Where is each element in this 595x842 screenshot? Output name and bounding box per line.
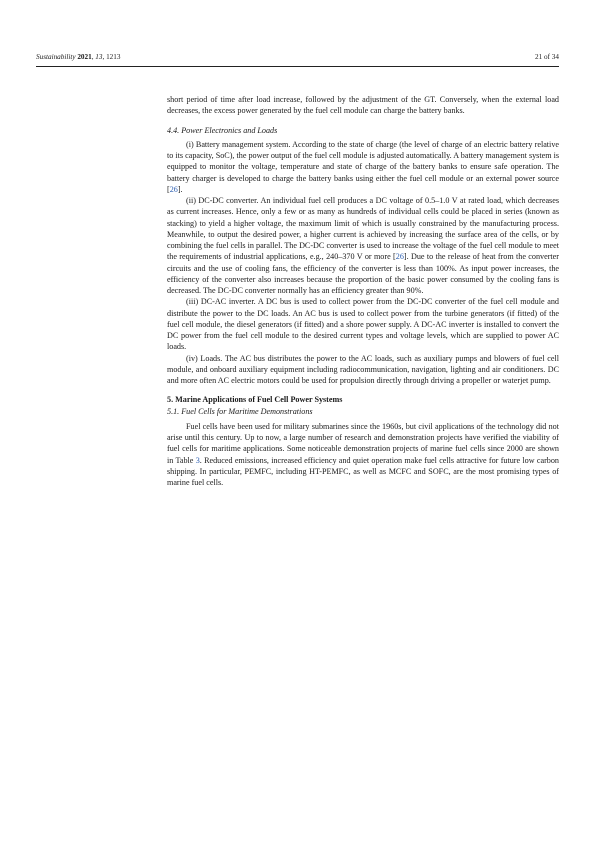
- paragraph-intro: short period of time after load increase, followed by the adjustment of the GT. Conversely, when the external load decreases, the excess power generated by the fuel cell module can charge the battery banks.: [167, 95, 559, 116]
- page-number: 21 of 34: [535, 53, 559, 61]
- paragraph-dc-dc-text: (ii) DC-DC converter. An individual fuel cell produces a DC voltage of 0.5–1.0 V at rated load, which decreases as current increases. Hence, only a few or as many as hundreds of individual cells could be placed in series (known as stacking) to yield a higher voltage, the maximum limit of which is usually constrained by the manufacturing process. Meanwhile, to output the desired power, a higher current is achieved by increasing the surface area of the cells, or by combining the fuel cells in parallel. The DC-DC converter is used to increase the voltage of the fuel cell module to meet the requirements of industrial applications, e.g., 240–370 V or more [: [167, 196, 559, 262]
- citation-link[interactable]: 26: [395, 252, 404, 262]
- paragraph-loads: (iv) Loads. The AC bus distributes the power to the AC loads, such as auxiliary pumps and blowers of fuel cell module, and onboard auxiliary equipment including radiocommunication, navigation, lighting and air conditioners. DC and more often AC electric motors could be used for propulsion directly through driving a propeller or waterjet pump.: [167, 353, 559, 385]
- paragraph-maritime-demonstrations: [167, 421, 559, 489]
- journal-year: 2021: [77, 53, 92, 61]
- journal-volume: 13: [95, 53, 103, 61]
- section-5-1-heading: 5.1. Fuel Cells for Maritime Demonstrations: [167, 406, 313, 416]
- section-5-heading: 5. Marine Applications of Fuel Cell Power Systems: [167, 395, 343, 405]
- article-number: 1213: [106, 53, 121, 61]
- paragraph-dc-dc-end: ]. Due to the release of heat from the converter circuits and the use of cooling fans, the efficiency of the converter is less than 100%. As input power increases, the efficiency of the converter also increases because the proportion of the basic power consumed by the cooling fans is decreased. The DC-DC converter normally has an efficiency greater than 90%.: [167, 252, 559, 295]
- article-body: [167, 94, 559, 488]
- journal-name: Sustainability: [36, 53, 76, 61]
- paragraph-battery-management: [167, 139, 559, 195]
- paragraph-dc-ac-inverter: (iii) DC-AC inverter. A DC bus is used to collect power from the DC-DC converter of the fuel cell module and distribute the power to the DC loads. An AC bus is used to collect power from the turbine generators (if fitted) of the fuel cell module, the diesel generators (if fitted) and a shore power supply. A DC-AC inverter is installed to convert the DC power from the fuel cell module to the desired current types and voltage levels, which are supplied to power AC loads.: [167, 297, 559, 352]
- paragraph-battery-management-end: ].: [177, 184, 183, 194]
- section-4-4-heading: 4.4. Power Electronics and Loads: [167, 125, 278, 135]
- paragraph-maritime-text: Fuel cells have been used for military submarines since the 1960s, but civil applications of the technology did not arise until this century. Up to now, a large number of research and demonstration projects have verified the viability of fuel cells for maritime applications. Some noticeable demonstration projects of marine fuel cells since 2000 are shown in Table: [167, 421, 559, 465]
- paragraph-dc-dc-converter: [167, 195, 559, 296]
- table-link[interactable]: 3: [195, 455, 200, 465]
- citation-link[interactable]: 26: [169, 184, 178, 194]
- header-rule: [36, 66, 559, 67]
- paragraph-maritime-end: . Reduced emissions, increased efficiency and quiet operation make fuel cells attractive for future low carbon shipping. In particular, PEMFC, including HT-PEMFC, as well as MCFC and SOFC, are the most promising types of marine fuel cells.: [167, 455, 559, 487]
- paragraph-battery-management-text: (i) Battery management system. According to the state of charge (the level of charge of an electric battery relative to its capacity, SoC), the power output of the fuel cell module is adjusted automatically. A battery management system is equipped to monitor the voltage, temperature and state of charge of the battery banks to ensure safe operation. The battery charger is developed to charge the battery banks using either the fuel cell module or an external power source [: [167, 139, 559, 194]
- running-header: [36, 53, 559, 65]
- journal-citation: Sustainability 2021, 13, 1213: [36, 53, 121, 61]
